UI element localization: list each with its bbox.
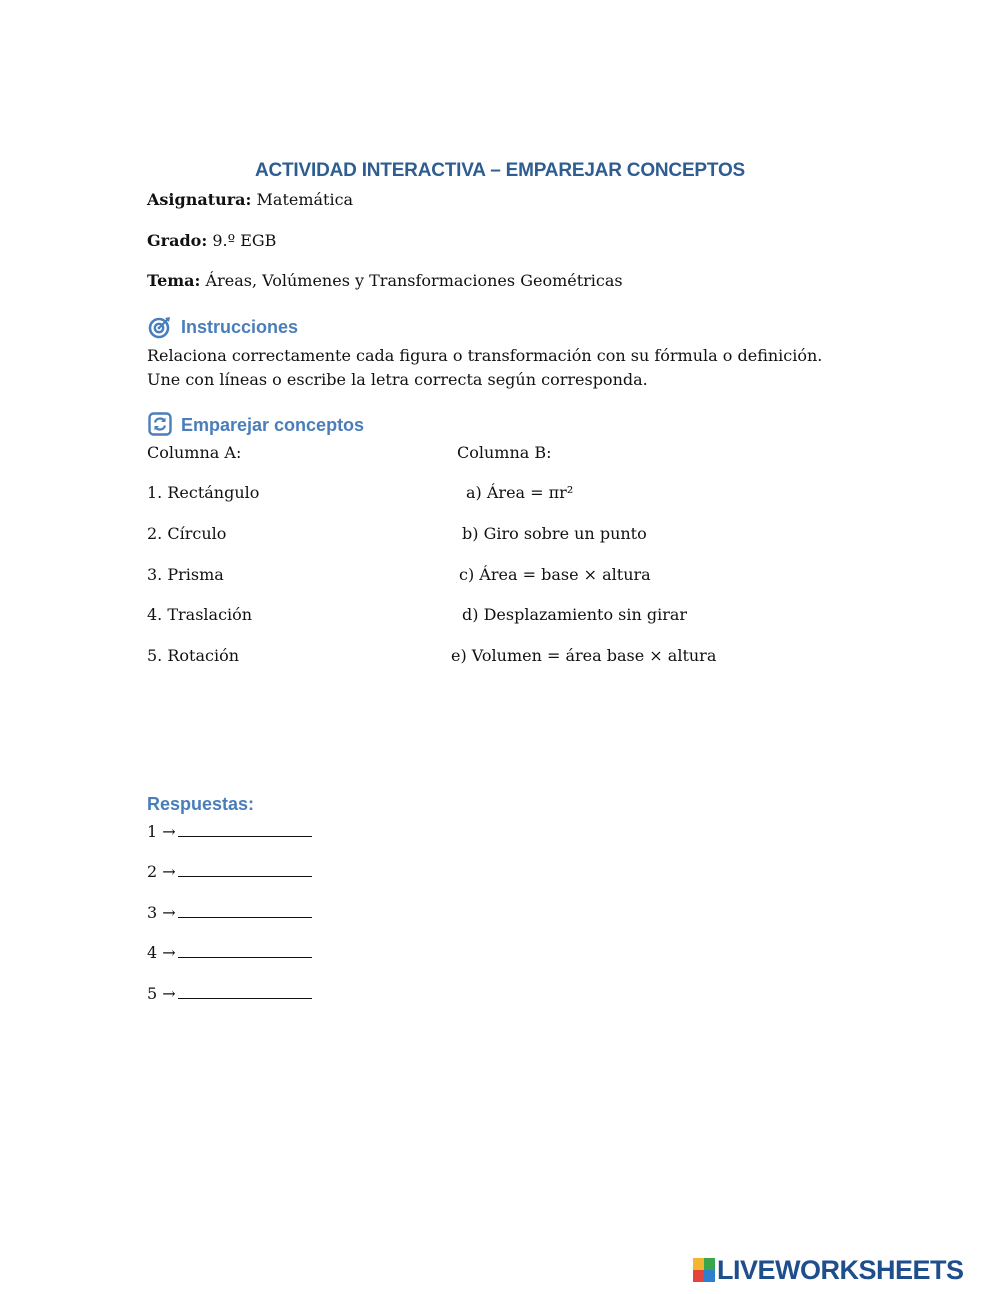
answer-label: 3 → [147, 903, 176, 922]
target-icon [148, 315, 172, 339]
answer-label: 5 → [147, 984, 176, 1003]
answer-row [147, 984, 312, 1004]
column-b-label: Columna B: [457, 443, 552, 462]
matching-heading: Emparejar conceptos [181, 415, 365, 435]
column-a-item: 3. Prisma [147, 565, 224, 584]
column-a-item: 5. Rotación [147, 646, 240, 665]
column-a-item: 1. Rectángulo [147, 483, 260, 502]
topic-label: Tema: [147, 271, 201, 290]
refresh-icon [148, 412, 172, 436]
grade-label: Grado: [147, 231, 208, 250]
answer-blank[interactable] [178, 903, 312, 918]
topic-value: Áreas, Volúmenes y Transformaciones Geométricas [205, 271, 623, 290]
answer-label: 4 → [147, 943, 176, 962]
topic-line [147, 271, 623, 291]
page-title: ACTIVIDAD INTERACTIVA – EMPAREJAR CONCEPTOS [254, 160, 746, 181]
liveworksheets-logo [693, 1256, 964, 1284]
column-a-label: Columna A: [147, 443, 242, 462]
answer-row [147, 903, 312, 923]
grade-line [147, 231, 276, 251]
column-b-item: a) Área = πr² [466, 483, 574, 502]
answer-blank[interactable] [178, 862, 312, 877]
answer-row [147, 822, 312, 842]
subject-value: Matemática [256, 190, 354, 209]
answer-blank[interactable] [178, 984, 312, 999]
column-a-item: 2. Círculo [147, 524, 227, 543]
answer-blank[interactable] [178, 822, 312, 837]
answers-heading: Respuestas: [147, 794, 255, 814]
instructions-text: Relaciona correctamente cada figura o transformación con su fórmula o definición. Une con líneas o escribe la letra correcta según corresponda. [147, 346, 823, 389]
column-a-item: 4. Traslación [147, 605, 253, 624]
logo-text: LIVEWORKSHEETS [717, 1255, 964, 1285]
column-b-item: d) Desplazamiento sin girar [462, 605, 688, 624]
grade-value: 9.º EGB [212, 231, 277, 250]
answer-row [147, 862, 312, 882]
column-b-item: c) Área = base × altura [459, 565, 651, 584]
answer-label: 1 → [147, 822, 176, 841]
answer-label: 2 → [147, 862, 176, 881]
instructions-heading: Instrucciones [181, 317, 299, 337]
logo-mark-icon [693, 1258, 715, 1282]
column-b-item: b) Giro sobre un punto [462, 524, 647, 543]
subject-line [147, 190, 353, 210]
subject-label: Asignatura: [147, 190, 252, 209]
answer-row [147, 943, 312, 963]
answer-blank[interactable] [178, 943, 312, 958]
column-b-item: e) Volumen = área base × altura [451, 646, 717, 665]
